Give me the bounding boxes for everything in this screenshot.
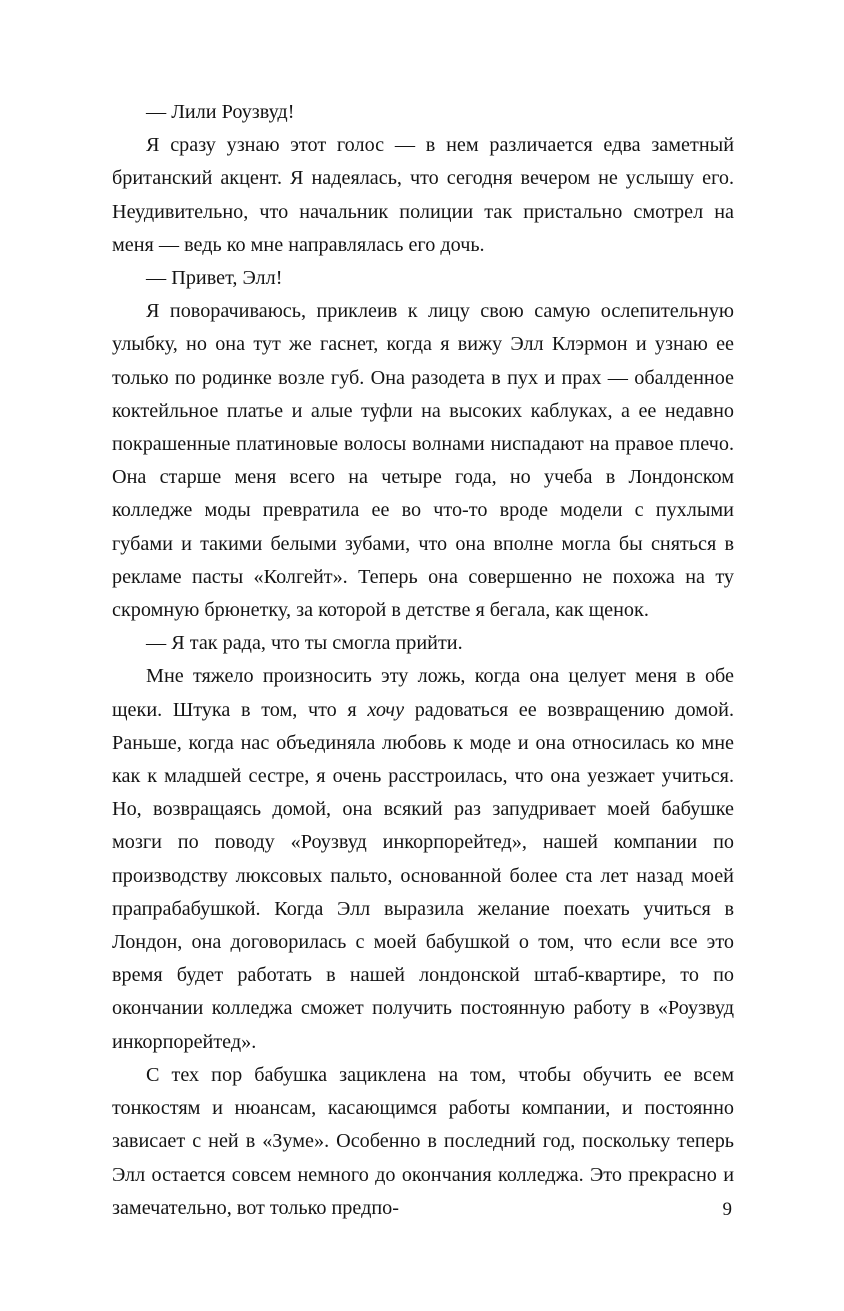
page-text-block bbox=[112, 96, 734, 1225]
paragraph: — Я так рада, что ты смогла прийти. bbox=[146, 632, 463, 655]
paragraph: Я сразу узнаю этот голос — в нем различается едва заметный британский акцент. Я надеялась, что сегодня вечером не услышу его. Неудивительно, что начальник полиции так пристально смотрел на меня — ведь ко мне направлялась его дочь. bbox=[112, 134, 734, 256]
emphasis-text: хочу bbox=[367, 698, 405, 721]
paragraph: — Привет, Элл! bbox=[146, 267, 283, 290]
page-number: 9 bbox=[722, 1199, 732, 1220]
paragraph: — Лили Роузвуд! bbox=[146, 101, 295, 123]
paragraph: Я поворачиваюсь, приклеив к лицу свою самую ослепительную улыбку, но она тут же гаснет, когда я вижу Элл Клэрмон и узнаю ее только по родинке возле губ. Она разодета в пух и прах — обалденное коктейльное платье и алые туфли на высоких каблуках, а ее недавно покрашенные платиновые волосы волнами ниспадают на правое плечо. Она старше меня всего на четыре года, но учеба в Лондонском колледже моды превратила ее во что-то вроде модели с пухлыми губами и такими белыми зубами, что она вполне могла бы сняться в рекламе пасты «Колгейт». Теперь она совершенно не похожа на ту скромную брюнетку, за которой в детстве я бегала, как щенок. bbox=[112, 300, 734, 622]
paragraph: С тех пор бабушка зациклена на том, чтобы обучить ее всем тонкостям и нюансам, касающимся работы компании, и постоянно зависает с ней в «Зуме». Особенно в последний год, поскольку теперь Элл остается совсем немного до окончания колледжа. Это прекрасно и замечательно, вот только предпо- bbox=[112, 1063, 734, 1219]
paragraph-with-emphasis: Мне тяжело произносить эту ложь, когда она целует меня в обе щеки. Штука в том, что я хочу радоваться ее возвращению домой. Раньше, когда нас объединяла любовь к моде и она относилась ко мне как к младшей сестре, я очень расстроилась, что она уезжает учиться. Но, возвращаясь домой, она всякий раз запудривает моей бабушке мозги по поводу «Роузвуд инкорпорейтед», нашей компании по производству люксовых пальто, основанной более ста лет назад моей прапрабабушкой. Когда Элл выразила желание поехать учиться в Лондон, она договорилась с моей бабушкой о том, что если все это время будет работать в нашей лондонской штаб-квартире, то по окончании колледжа сможет получить постоянную работу в «Роузвуд инкорпорейтед». bbox=[112, 665, 734, 1053]
